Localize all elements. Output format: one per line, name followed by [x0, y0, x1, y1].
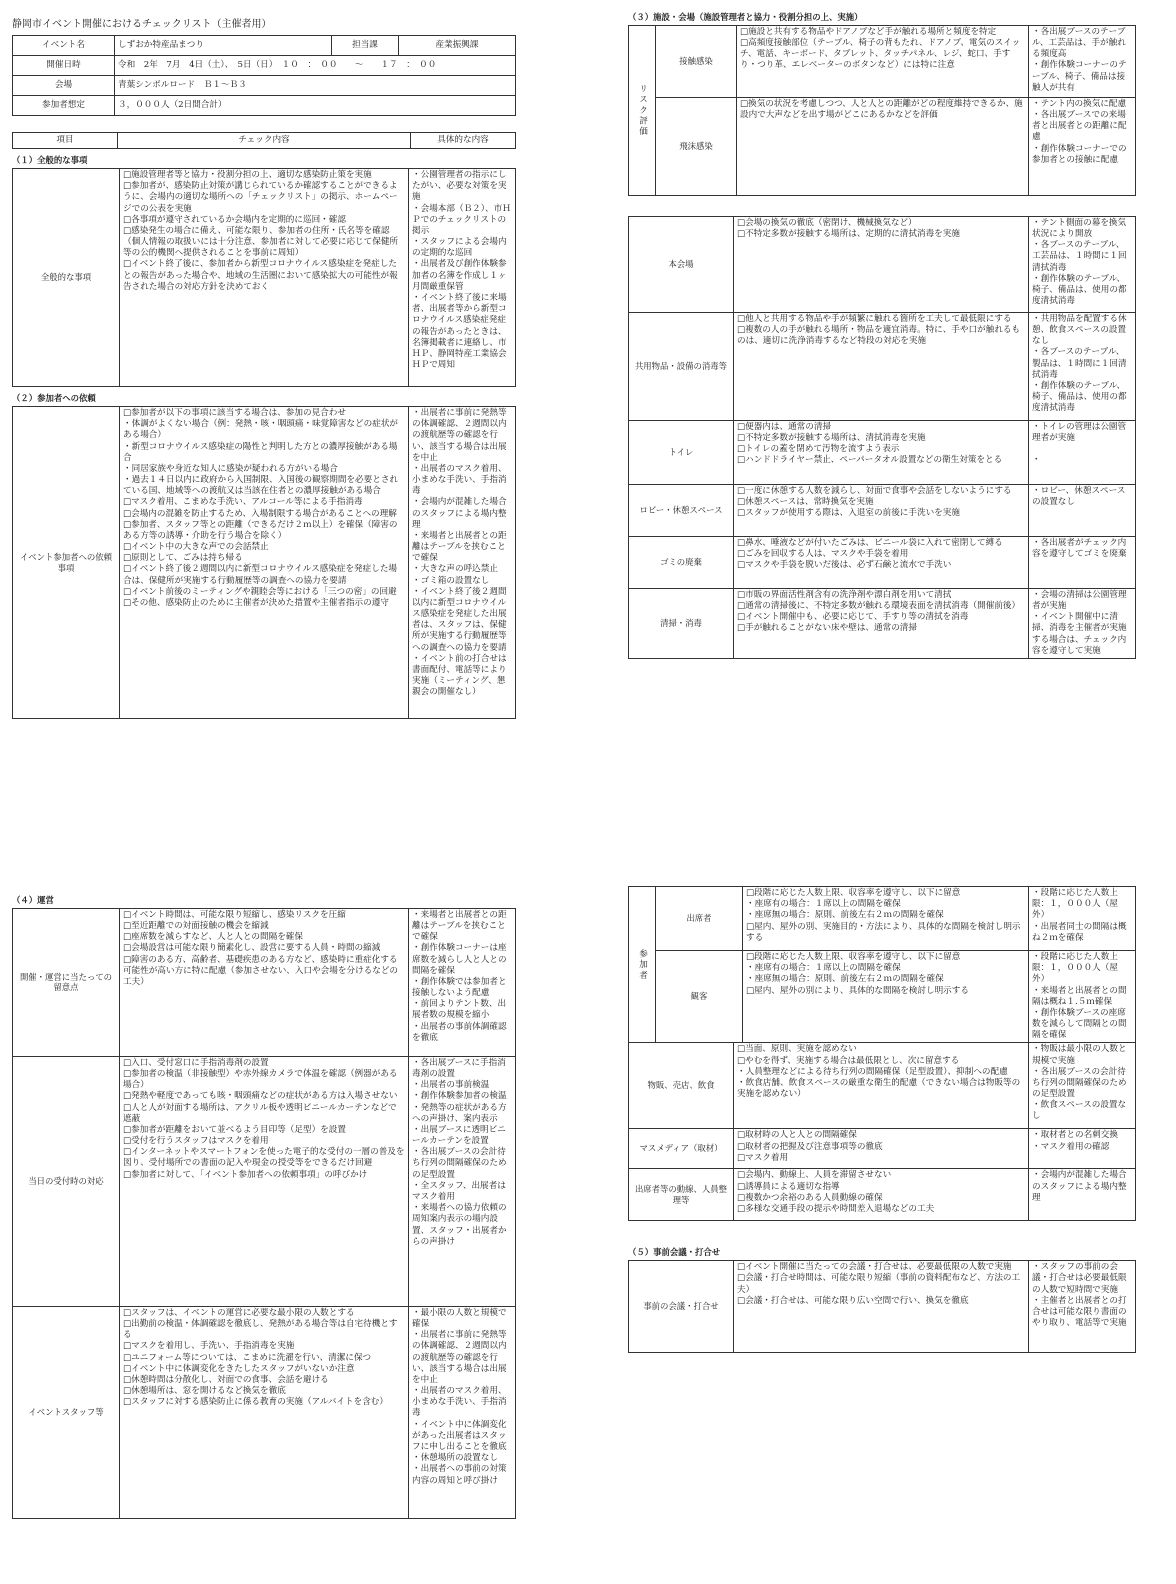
- misc-row-label: マスメディア（取材）: [629, 1129, 734, 1169]
- venue-row-check: □鼻水、唾液などが付いたごみは、ビニール袋に入れて密閉して縛る □ごみを回収する人は、マスクや手袋を着用 □マスクや手袋を脱いだ後は、必ず石鹸と流水で手洗い: [734, 536, 1029, 588]
- misc-row-label: 出席者等の動線、人員整理等: [629, 1169, 734, 1221]
- venue-row-label: 共用物品・設備の消毒等: [629, 312, 734, 420]
- header-item: 項目: [13, 133, 118, 149]
- venue-row-check: □市販の界面活性剤含有の洗浄剤や漂白剤を用いて清拭 □通常の清掃後に、不特定多数が触れる環境表面を清拭消毒（開催前後） □イベント開催中も、必要に応じて、手すり等の清拭を消毒 □手が触れることがない床や壁は、通常の清掃: [734, 588, 1029, 658]
- venue-row-label: 本会場: [629, 216, 734, 312]
- section-1-table: [12, 168, 516, 387]
- venue-row-detail: ・テント側面の幕を換気状況により開放 ・各ブースのテーブル、工芸品は、１時間に１回清拭消毒 ・創作体験のテーブル、椅子、備品は、使用の都度清拭消毒: [1029, 216, 1136, 312]
- page-4: [628, 886, 1136, 1353]
- misc-row-detail: ・物販は最小限の人数と規模で実施 ・各出展ブースの会計待ち行列の間隔確保のための足型設置 ・飲食スペースの設置なし: [1029, 1043, 1136, 1129]
- participants-side-label: 参加者: [629, 887, 656, 1043]
- section-2-table: [12, 406, 516, 719]
- section-1-check: □施設管理者等と協力・役割分担の上、適切な感染防止策を実施 □参加者が、感染防止対策が講じられているか確認することができるように、会場内の適切な場所への「チェックリスト」の掲示、ホームページでの公表を実施 □各事項が遵守されているか会場内を定期的に巡回・確認 □感染発生の場合に備え、可能な限り、参加者の住所・氏名等を確認（個人情報の取扱いには十分注意、参加者に対して必要に応じて保健所等の公的機関へ提供されることを事前に周知） □イベント終了後に、参加者から新型コロナウイルス感染症を発症したとの報告があった場合や、地域の生活圏において感染拡大の可能性が報告された場合の対応方針を決めておく: [120, 169, 409, 387]
- section-1-title: （１）全般的な事項: [12, 155, 88, 166]
- operations-row-check: □イベント時間は、可能な限り短縮し、感染リスクを圧縮 □至近距離での対面接触の機会を縮減 □座席数を減らすなど、人と人との間隔を確保 □会場設営は可能な限り簡素化し、設営に要する人員・時間の縮減 □障害のある方、高齢者、基礎疾患のある方など、感染時に重症化する可能性が高い方に特に配慮（参加させない、入口や会場を分けるなどの工夫）: [120, 908, 409, 1056]
- venue-row-label: ゴミの廃棄: [629, 536, 734, 588]
- venue-label: 会場: [13, 76, 115, 96]
- section-5-check: □イベント開催に当たっての会議・打合せは、必要最低限の人数で実施 □会議・打合せ時間は、可能な限り短縮（事前の資料配布など、方法の工夫） □会議・打合せは、可能な限り広い空間で行い、換気を徹底: [734, 1261, 1029, 1353]
- venue-row-detail: ・会場の清掃は公園管理者が実施 ・イベント開催中に清掃、消毒を主催者が実施する場合は、チェック内容を遵守して実施: [1029, 588, 1136, 658]
- section-5-table: [628, 1260, 1136, 1353]
- section-3-title: （３）施設・会場（施設管理者と協力・役割分担の上、実施）: [628, 12, 863, 22]
- section-2-detail: ・出展者に事前に発熱等の体調確認、２週間以内の渡航歴等の確認を行い、該当する場合は出展を中止 ・出展者のマスク着用、小まめな手洗い、手指消毒 ・会場内が混雑した場合のスタッフによる場内整理 ・来場者と出展者との距離はテーブルを挟むことで確保 ・大きな声の呼込禁止 ・ゴミ箱の設置なし ・イベント終了後２週間以内に新型コロナウイルス感染症を発症した出展者は、スタッフは、保健所が実施する行動履歴等への調査への協力を要請 ・イベント前の打合せは書面配付、電話等により実施（ミーティング、懇親会の開催なし）: [409, 407, 516, 719]
- section-2-label: イベント参加者への依頼事項: [13, 407, 120, 719]
- event-name-label: イベント名: [13, 36, 115, 56]
- venue-row-check: □会場の換気の徹底（密閉け、機械換気など） □不特定多数が接触する場所は、定期的に清拭消毒を実施: [734, 216, 1029, 312]
- participants-label: 参加者想定: [13, 96, 115, 116]
- venue-row-label: 清掃・消毒: [629, 588, 734, 658]
- operations-row-check: □入口、受付窓口に手指消毒剤の設置 □参加者の検温（非接触型）や赤外線カメラで体温を確認（例器がある場合） □発熱や軽度であっても咳・咽頭痛などの症状がある方は入場させない □人と人が対面する場所は、アクリル板や透明ビニールカーテンなどで遮蔽 □参加者が距離をおいて並べるよう目印等（足型）を設置 □受付を行うスタッフはマスクを着用 □インターネットやスマートフォンを使った電子的な受付の一層の普及を図り、受付場所での書面の記入や現金の授受等をできるだけ回避 □参加者に対して、「イベント参加者への依頼事項」の呼びかけ: [120, 1056, 409, 1306]
- dept-value: 産業振興課: [399, 36, 516, 56]
- operations-row-detail: ・最小限の人数と規模で確保 ・出展者に事前に発熱等の体調確認、２週間以内の渡航歴等の確認を行い、該当する場合は出展を中止 ・出展者のマスク着用、小まめな手洗い、手指消毒 ・イベント中に体調変化があった出展者はスタッフに申し出ることを徹底 ・休憩場所の設置なし ・出展者への事前の対策内容の周知と呼び掛け: [409, 1306, 516, 1518]
- date-value: 令和 2年 7月 4日（土）、 5日（日） １０ ： ００ ～ １７ ： ００: [115, 56, 516, 76]
- venue-row-check: □他人と共用する物品や手が頻繁に触れる箇所を工夫して最低限にする □複数の人の手が触れる場所・物品を適宜消毒。特に、手や口が触れるものは、適切に洗浄消毒するなど特段の対応を実施: [734, 312, 1029, 420]
- operations-row-label: 開催・運営に当たっての留意点: [13, 908, 120, 1056]
- venue-row-check: □便器内は、通常の清掃 □不特定多数が接触する場所は、清拭消毒を実施 □トイレの蓋を閉めて汚物を流すよう表示 □ハンドドライヤー禁止、ペーパータオル設置などの衛生対策をとる: [734, 420, 1029, 484]
- risk-row-label: 飛沫感染: [656, 97, 737, 195]
- venue-row-detail: ・ロビー、休憩スペースの設置なし: [1029, 484, 1136, 536]
- risk-row-detail: ・各出展ブースのテーブル、工芸品は、手が触れる頻度高 ・創作体験コーナーのテーブル、椅子、備品は接触人が共有: [1029, 25, 1136, 97]
- operations-row-check: □スタッフは、イベントの運営に必要な最小限の人数とする □出勤前の検温・体調確認を徹底し、発熱がある場合等は自宅待機とする □マスクを着用し、手洗い、手指消毒を実施 □ユニフォーム等については、こまめに洗濯を行い、清潔に保つ □イベント中に体調変化をきたしたスタッフがいないか注意 □休憩時間は分散化し、対面での食事、会話を避ける □休憩場所は、窓を開けるなど換気を徹底 □スタッフに対する感染防止に係る教育の実施（アルバイトを含む）: [120, 1306, 409, 1518]
- page-title: 静岡市イベント開催におけるチェックリスト（主催者用）: [12, 19, 272, 30]
- misc-row-check: □取材時の人と人との間隔確保 □取材者の把握及び注意事項等の徹底 □マスク着用: [734, 1129, 1029, 1169]
- section-2-check: □参加者が以下の事項に該当する場合は、参加の見合わせ ・体調がよくない場合（例：発熱・咳・咽頭痛・味覚障害などの症状がある場合） ・新型コロナウイルス感染症の陽性と判明した方との濃厚接触がある場合 ・同居家族や身近な知人に感染が疑われる方がいる場合 ・過去１４日以内に政府から入国制限、入国後の観察期間を必要とされている国、地域等への渡航又は当該在住者との濃厚接触がある場合 □マスク着用、こまめな手洗い、アルコール等による手指消毒 □会場内の混雑を防止するため、入場制限する場合があることへの理解 □参加者、スタッフ等との距離（できるだけ２ｍ以上）を確保（障害のある方等の誘導・介助を行う場合を除く） □イベント中の大きな声での会話禁止 □原則として、ごみは持ち帰る □イベント終了後２週間以内に新型コロナウイルス感染症を発症した場合は、保健所が実施する行動履歴等の調査への協力を要請 □イベント前後のミーティングや親睦会等における「三つの密」の回避 □その他、感染防止のために主催者が決めた措置や主催者指示の遵守: [120, 407, 409, 719]
- section-1-detail: ・公園管理者の指示にしたがい、必要な対策を実施 ・会場本部（Ｂ２）、市ＨＰでのチェックリストの掲示 ・スタッフによる会場内の定期的な巡回 ・出展者及び創作体験参加者の名簿を作成し１ヶ月間厳重保管 ・イベント終了後に来場者、出展者等から新型コロナウイルス感染症発症の報告があったときは、名簿掲載者に連絡し、市ＨＰ、静岡特産工業協会ＨＰで周知: [409, 169, 516, 387]
- checklist-header: [12, 132, 516, 149]
- operations-row-label: イベントスタッフ等: [13, 1306, 120, 1518]
- participants-row-label: 出席者: [656, 887, 743, 951]
- operations-row-detail: ・来場者と出展者との距離はテーブルを挟むことで確保 ・創作体験コーナーは座席数を減らし人と人との間隔を確保 ・創作体験では参加者と接触しないよう配慮 ・前回よりテント数、出展者数の規模を縮小 ・出展者の事前体調確認を徹底: [409, 908, 516, 1056]
- participants-table: [628, 886, 1136, 1043]
- misc-table: [628, 1042, 1136, 1221]
- venue-row-check: □一度に休憩する人数を減らし、対面で食事や会話をしないようにする □休憩スペースは、常時換気を実施 □スタッフが使用する際は、入退室の前後に手洗いを実施: [734, 484, 1029, 536]
- misc-row-label: 物販、売店、飲食: [629, 1043, 734, 1129]
- page-2: [628, 12, 1136, 659]
- participants-row-detail: ・段階に応じた人数上限：１，０００人（屋外） ・出展者同士の間隔は概ね２ｍを確保: [1029, 887, 1136, 951]
- section-2-title: （２）参加者への依頼: [12, 393, 96, 404]
- event-info-table: [12, 35, 516, 116]
- participants-row-check: □段階に応じた人数上限、収容率を遵守し、以下に留意 ・座席有の場合：１席以上の間隔を確保 ・座席無の場合：原則、前後左右２ｍの間隔を確保 □屋内、屋外の別、実施目的・方法により、具体的な間隔を検討し明示する: [743, 887, 1029, 951]
- header-detail: 具体的な内容: [411, 133, 516, 149]
- date-label: 開催日時: [13, 56, 115, 76]
- venue-row-label: トイレ: [629, 420, 734, 484]
- operations-table: [12, 908, 516, 1519]
- header-check: チェック内容: [118, 133, 411, 149]
- section-5-title: （５）事前会議・打合せ: [628, 1247, 721, 1258]
- misc-row-check: □当面、原則、実施を認めない □やむを得ず、実施する場合は最低限とし、次に留意する ・人員整理などによる待ち行列の間隔確保（足型設置）、抑制への配慮 ・飲食店舗、飲食スペースの厳重な衛生的配慮（できない場合は物販等の実施を認めない）: [734, 1043, 1029, 1129]
- venue-row-label: ロビー・休憩スペース: [629, 484, 734, 536]
- dept-label: 担当課: [332, 36, 399, 56]
- participants-value: ３，０００人（2日間合計）: [115, 96, 516, 116]
- operations-row-label: 当日の受付時の対応: [13, 1056, 120, 1306]
- venue-value: 青葉シンボルロード Ｂ１～Ｂ３: [115, 76, 516, 96]
- venue-row-detail: ・トイレの管理は公園管理者が実施 ・: [1029, 420, 1136, 484]
- risk-row-check: □施設と共有する物品やドアノブなど手が触れる場所と頻度を特定 □高頻度接触部位（テーブル、椅子の背もたれ、ドアノブ、電気のスイッチ、電話、キーボード、タブレット、タッチパネル、レジ、蛇口、手すり・つり革、エレベーターのボタンなど）には特に注意: [737, 25, 1029, 97]
- risk-table: [628, 25, 1136, 196]
- section-5-label: 事前の会議・打合せ: [629, 1261, 734, 1353]
- page-1: [12, 18, 516, 719]
- operations-row-detail: ・各出展ブースに手指消毒剤の設置 ・出展者の事前検温 ・創作体験参加者の検温 ・発熱等の症状がある方への声掛け、案内表示 ・出展ブースに透明ビニールカーテンを設置 ・各出展ブースの会計待ち行列の間隔確保のための足型設置 ・全スタッフ、出展者はマスク着用 ・来場者への協力依頼の周知案内表示の場内設置、スタッフ・出展者からの声掛け: [409, 1056, 516, 1306]
- misc-row-detail: ・会場内が混雑した場合のスタッフによる場内整理: [1029, 1169, 1136, 1221]
- risk-label: リスク評価: [629, 25, 656, 195]
- section-1-label: 全般的な事項: [13, 169, 120, 387]
- risk-row-label: 接触感染: [656, 25, 737, 97]
- venue-table: [628, 216, 1136, 659]
- event-name-value: しずおか特産品まつり: [115, 36, 332, 56]
- risk-row-check: □換気の状況を考慮しつつ、人と人との距離がどの程度維持できるか、施設内で大声などを出す場がどこにあるかなどを評価: [737, 97, 1029, 195]
- page-3: [12, 895, 516, 1519]
- risk-row-detail: ・テント内の換気に配慮 ・各出展ブースでの来場者と出展者との距離に配慮 ・創作体験コーナーでの参加者との接触に配慮: [1029, 97, 1136, 195]
- participants-row-detail: ・段階に応じた人数上限：１，０００人（屋外） ・来場者と出展者との間隔は概ね１.５ｍ確保 ・創作体験ブースの座席数を減らして間隔との間隔を確保: [1029, 951, 1136, 1043]
- participants-row-label: 観客: [656, 951, 743, 1043]
- misc-row-check: □会場内、動線上、人員を滞留させない □誘導員による適切な指導 □複数かつ余裕のある人員動線の確保 □多様な交通手段の提示や時間差入退場などの工夫: [734, 1169, 1029, 1221]
- venue-row-detail: ・各出展者がチェック内容を遵守してゴミを廃棄: [1029, 536, 1136, 588]
- section-5-detail: ・スタッフの事前の会議・打合せは必要最低限の人数で短時間で実施 ・主催者と出展者との打合せは可能な限り書面のやり取り、電話等で実施: [1029, 1261, 1136, 1353]
- participants-row-check: □段階に応じた人数上限、収容率を遵守し、以下に留意 ・座席有の場合：１席以上の間隔を確保 ・座席無の場合：原則、前後左右２ｍの間隔を確保 □屋内、屋外の別により、具体的な間隔を検討し明示する: [743, 951, 1029, 1043]
- misc-row-detail: ・取材者との名刺交換 ・マスク着用の確認: [1029, 1129, 1136, 1169]
- venue-row-detail: ・共用物品を配置する休憩、飲食スペースの設置なし ・各ブースのテーブル、製品は、１時間に１回清拭消毒 ・創作体験のテーブル、椅子、備品は、使用の都度清拭消毒: [1029, 312, 1136, 420]
- section-4-title: （４）運営: [12, 895, 54, 905]
